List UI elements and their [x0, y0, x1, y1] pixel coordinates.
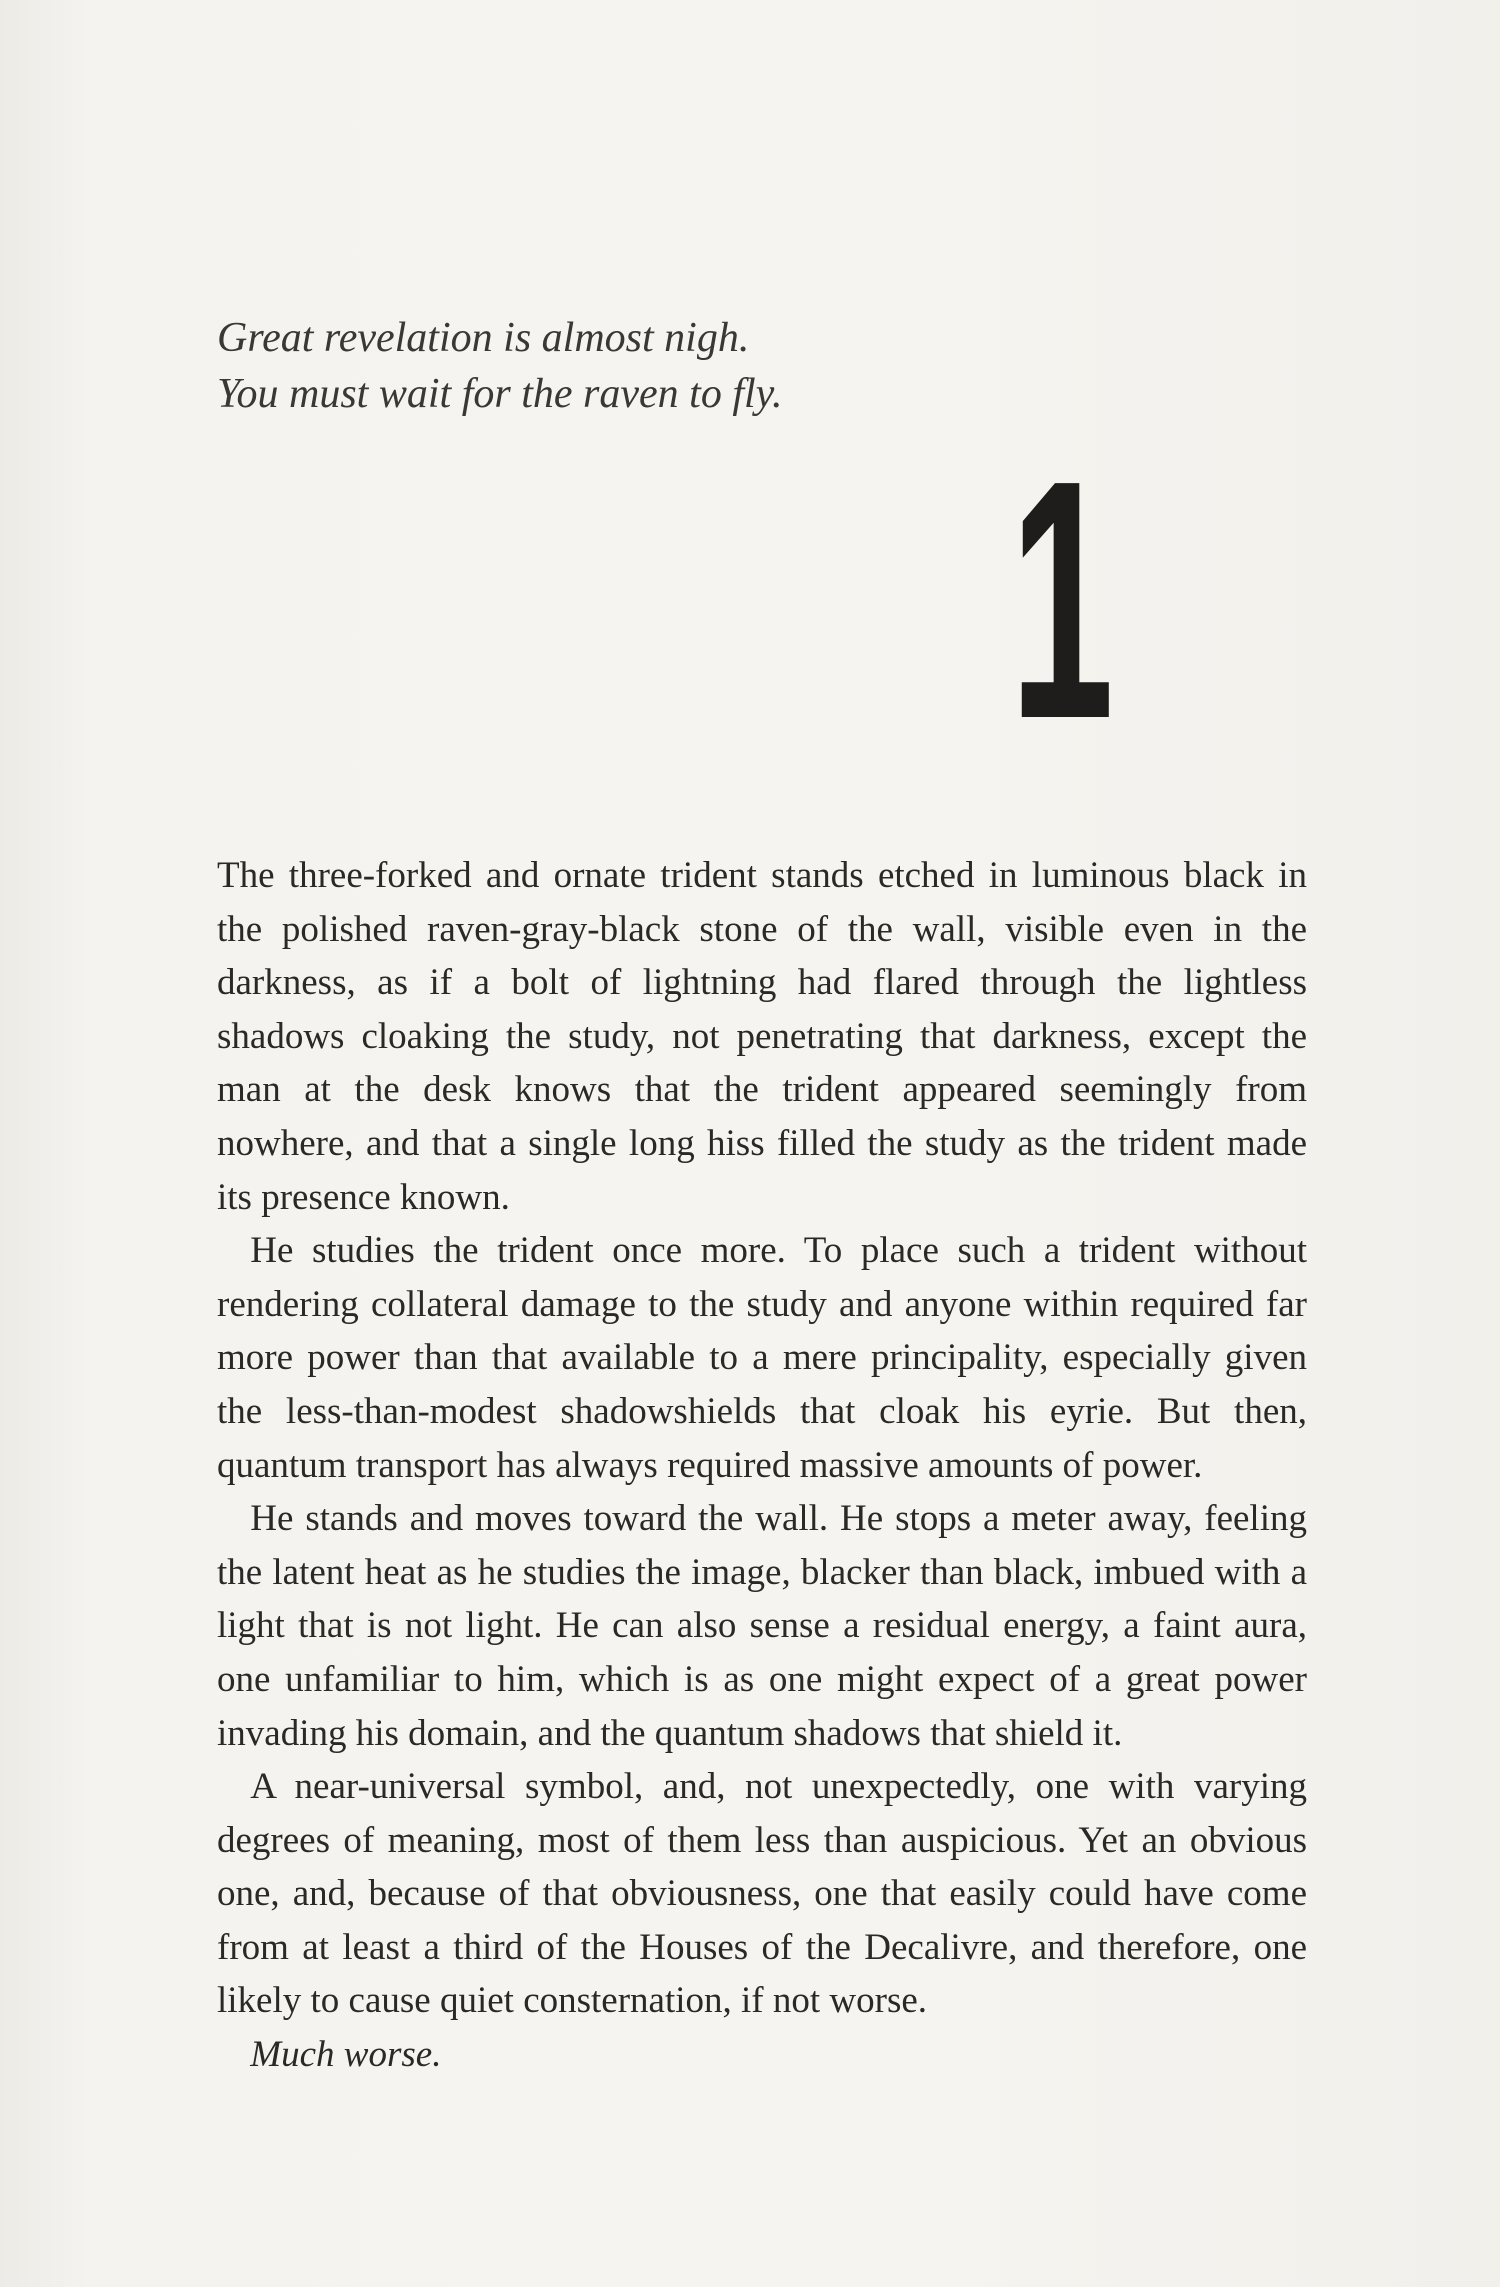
paragraph-1: The three-forked and ornate trident stands etched in luminous black in the polished raven-gray-black stone of the wall, visible even in the darkness, as if a bolt of lightning had flared through the lightless shadows cloaking the study, not penetrating that darkness, except the man at the desk knows that the trident appeared seemingly from nowhere, and that a single long hiss filled the study as the trident made its presence known. — [217, 855, 1307, 1218]
paragraph-4: A near-universal symbol, and, not unexpectedly, one with varying degrees of meaning, most of them less than auspicious. Yet an obvious one, and, because of that obviousness, one that easily could have come from at least a third of the Houses of the Decalivre, and therefore, one likely to cause quiet consternation, if not worse. — [217, 1766, 1307, 2022]
epigraph-line-1: Great revelation is almost nigh. — [217, 315, 750, 361]
chapter-body — [217, 849, 1307, 2082]
epigraph-line-2: You must wait for the raven to fly. — [217, 371, 783, 417]
paragraph-2: He studies the trident once more. To place such a trident without rendering collateral damage to the study and anyone within required far more power than that available to a mere principality, especially given the less-than-modest shadowshields that cloak his eyrie. But then, quantum transport has always required massive amounts of power. — [217, 1230, 1307, 1486]
paragraph-3: He stands and moves toward the wall. He stops a meter away, feeling the latent heat as he studies the image, blacker than black, imbued with a light that is not light. He can also sense a residual energy, a faint aura, one unfamiliar to him, which is as one might expect of a great power invading his domain, and the quantum shadows that shield it. — [217, 1498, 1307, 1754]
chapter-number: 1 — [1010, 410, 1115, 790]
closing-line: Much worse. — [250, 2034, 442, 2076]
epigraph — [217, 310, 1117, 422]
